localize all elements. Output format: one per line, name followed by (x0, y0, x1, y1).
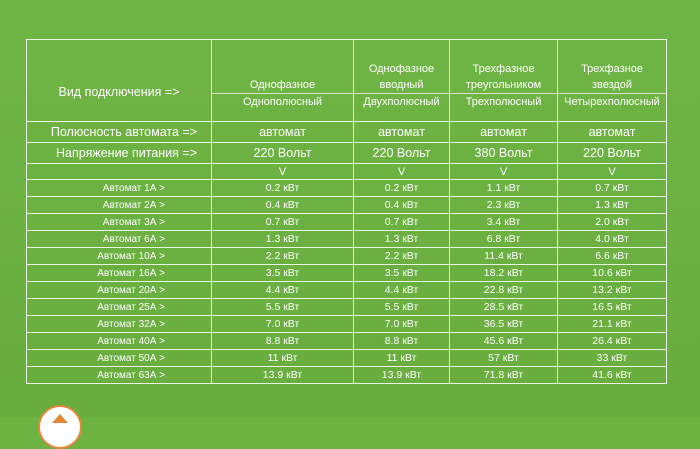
power-cell: 4.0 кВт (558, 231, 667, 248)
power-cell: 0.7 кВт (354, 214, 450, 231)
power-cell: 28.5 кВт (450, 299, 558, 316)
table-row (27, 214, 667, 231)
power-cell: 3.5 кВт (354, 265, 450, 282)
power-cell: 2.2 кВт (354, 248, 450, 265)
power-cell: 8.8 кВт (212, 333, 354, 350)
table-row (27, 197, 667, 214)
voltage-cell: 220 Вольт (212, 143, 354, 164)
home-logo-icon (38, 405, 82, 449)
table-row (27, 316, 667, 333)
column-header-3 (450, 40, 558, 122)
power-cell: 7.0 кВт (212, 316, 354, 333)
column-header-1 (212, 40, 354, 122)
power-cell: 71.8 кВт (450, 367, 558, 384)
breaker-label: Автомат 6А > (27, 231, 212, 248)
polarity-label: Полюсность автомата => (27, 122, 212, 143)
power-cell: 5.5 кВт (212, 299, 354, 316)
power-cell: 2.3 кВт (450, 197, 558, 214)
unit-cell: V (450, 164, 558, 180)
connection-type-label: Вид подключения => (27, 40, 212, 122)
polarity-cell: автомат (450, 122, 558, 143)
voltage-cell: 220 Вольт (558, 143, 667, 164)
power-cell: 0.7 кВт (558, 180, 667, 197)
unit-row-label (27, 164, 212, 180)
column-header-4-sub: Четырехполюсный (558, 93, 666, 110)
table-row (27, 367, 667, 384)
breaker-label: Автомат 50А > (27, 350, 212, 367)
power-cell: 13.9 кВт (212, 367, 354, 384)
voltage-label: Напряжение питания => (27, 143, 212, 164)
power-cell: 3.4 кВт (450, 214, 558, 231)
voltage-cell: 220 Вольт (354, 143, 450, 164)
power-cell: 6.6 кВт (558, 248, 667, 265)
table-row (27, 333, 667, 350)
breaker-label: Автомат 2А > (27, 197, 212, 214)
column-header-2 (354, 40, 450, 122)
power-cell: 41.6 кВт (558, 367, 667, 384)
power-cell: 7.0 кВт (354, 316, 450, 333)
column-header-3-line-1: Трехфазное (472, 63, 535, 75)
breaker-label: Автомат 10А > (27, 248, 212, 265)
column-header-4 (558, 40, 667, 122)
table-row (27, 350, 667, 367)
power-cell: 3.5 кВт (212, 265, 354, 282)
power-cell: 0.2 кВт (354, 180, 450, 197)
power-table (26, 39, 667, 384)
power-cell: 16.5 кВт (558, 299, 667, 316)
power-cell: 2.2 кВт (212, 248, 354, 265)
power-cell: 1.3 кВт (212, 231, 354, 248)
power-cell: 5.5 кВт (354, 299, 450, 316)
power-cell: 13.2 кВт (558, 282, 667, 299)
column-header-4-line-2: звездой (591, 79, 633, 91)
unit-cell: V (354, 164, 450, 180)
table-row (27, 282, 667, 299)
power-cell: 4.4 кВт (212, 282, 354, 299)
power-cell: 13.9 кВт (354, 367, 450, 384)
breaker-label: Автомат 63А > (27, 367, 212, 384)
power-cell: 57 кВт (450, 350, 558, 367)
polarity-cell: автомат (558, 122, 667, 143)
power-cell: 2.0 кВт (558, 214, 667, 231)
column-header-1-line-1: Однофазное (249, 79, 316, 91)
power-cell: 0.4 кВт (354, 197, 450, 214)
power-cell: 11 кВт (212, 350, 354, 367)
column-header-2-line-2: вводный (379, 79, 424, 91)
column-header-2-sub: Двухполюсный (354, 93, 449, 110)
power-cell: 26.4 кВт (558, 333, 667, 350)
table-row (27, 265, 667, 282)
power-cell: 1.1 кВт (450, 180, 558, 197)
breaker-label: Автомат 32А > (27, 316, 212, 333)
power-cell: 45.6 кВт (450, 333, 558, 350)
power-cell: 36.5 кВт (450, 316, 558, 333)
breaker-label: Автомат 3А > (27, 214, 212, 231)
power-cell: 0.7 кВт (212, 214, 354, 231)
breaker-label: Автомат 25А > (27, 299, 212, 316)
table-row (27, 231, 667, 248)
power-cell: 33 кВт (558, 350, 667, 367)
column-header-4-line-1: Трехфазное (581, 63, 643, 75)
polarity-cell: автомат (212, 122, 354, 143)
power-cell: 0.4 кВт (212, 197, 354, 214)
power-cell: 11.4 кВт (450, 248, 558, 265)
breaker-label: Автомат 16А > (27, 265, 212, 282)
polarity-row (27, 122, 667, 143)
power-cell: 8.8 кВт (354, 333, 450, 350)
breaker-label: Автомат 40А > (27, 333, 212, 350)
unit-cell: V (212, 164, 354, 180)
unit-row (27, 164, 667, 180)
table-row (27, 248, 667, 265)
voltage-row (27, 143, 667, 164)
column-header-3-sub: Трехполюсный (450, 93, 557, 110)
voltage-cell: 380 Вольт (450, 143, 558, 164)
table-row (27, 180, 667, 197)
power-cell: 6.8 кВт (450, 231, 558, 248)
power-cell: 10.6 кВт (558, 265, 667, 282)
column-header-1-sub: Однополюсный (212, 93, 353, 110)
column-header-3-line-2: треугольником (465, 79, 542, 91)
power-cell: 11 кВт (354, 350, 450, 367)
power-cell: 0.2 кВт (212, 180, 354, 197)
power-cell: 18.2 кВт (450, 265, 558, 282)
power-cell: 22.8 кВт (450, 282, 558, 299)
power-cell: 21.1 кВт (558, 316, 667, 333)
column-header-2-line-1: Однофазное (368, 63, 435, 75)
table-row (27, 299, 667, 316)
power-cell: 1.3 кВт (354, 231, 450, 248)
power-cell: 1.3 кВт (558, 197, 667, 214)
header-row (27, 40, 667, 122)
breaker-label: Автомат 1А > (27, 180, 212, 197)
power-cell: 4.4 кВт (354, 282, 450, 299)
data-rows (27, 180, 667, 384)
unit-cell: V (558, 164, 667, 180)
breaker-label: Автомат 20А > (27, 282, 212, 299)
polarity-cell: автомат (354, 122, 450, 143)
